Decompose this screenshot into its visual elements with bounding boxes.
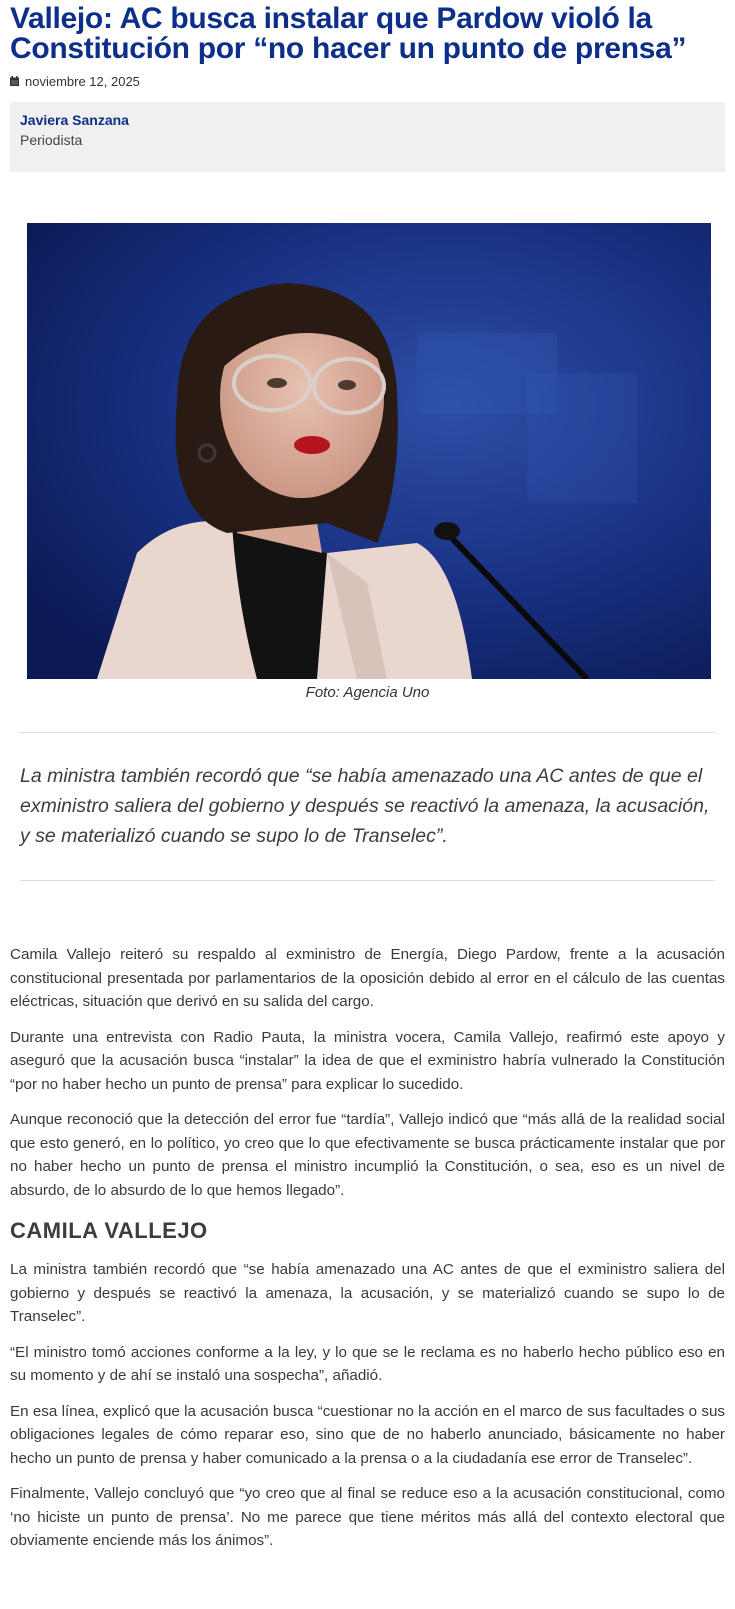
calendar-icon <box>10 76 19 86</box>
author-box <box>10 102 725 172</box>
photo-illustration <box>27 223 711 679</box>
article-title: Vallejo: AC busca instalar que Pardow violó la Constitución por “no hacer un punto de prensa” <box>10 2 687 65</box>
paragraph: En esa línea, explicó que la acusación busca “cuestionar no la acción en el marco de sus facultades o sus obligaciones legales de cómo reparar eso, sino que de no haberlo anunciado, básicamente no haber hecho un punto de prensa y haber comunicado a la prensa o a la ciudadanía ese error de Transelec”. <box>10 1402 725 1467</box>
author-role: Periodista <box>20 132 83 148</box>
pull-quote-text: La ministra también recordó que “se había amenazado una AC antes de que el exministro saliera del gobierno y después se reactivó la amenaza, la acusación, y se materializó cuando se supo lo de Transelec”. <box>20 765 710 847</box>
article-body <box>10 943 725 1553</box>
article-photo <box>27 223 711 679</box>
pull-quote <box>20 732 715 881</box>
paragraph: Durante una entrevista con Radio Pauta, la ministra vocera, Camila Vallejo, reafirmó este apoyo y aseguró que la acusación busca “instalar” la idea de que el exministro habría vulnerado la Constitución “por no haber hecho un punto de prensa” para explicar lo sucedido. <box>10 1028 725 1093</box>
publish-date: noviembre 12, 2025 <box>25 73 140 89</box>
date-row <box>10 73 725 89</box>
section-heading: CAMILA VALLEJO <box>10 1218 208 1243</box>
paragraph: “El ministro tomó acciones conforme a la ley, y lo que se le reclama es no haberlo hecho público eso en su momento y de ahí se instaló una sospecha”, añadió. <box>10 1343 725 1384</box>
paragraph: Camila Vallejo reiteró su respaldo al exministro de Energía, Diego Pardow, frente a la acusación constitucional presentada por parlamentarios de la oposición debido al error en el cálculo de las cuentas eléctricas, situación que derivó en su salida del cargo. <box>10 946 725 1010</box>
paragraph: La ministra también recordó que “se había amenazado una AC antes de que el exministro saliera del gobierno y después se reactivó la amenaza, la acusación, y se materializó cuando se supo lo de Transelec”. <box>10 1261 725 1325</box>
paragraph: Aunque reconoció que la detección del error fue “tardía”, Vallejo indicó que “más allá de la realidad social que esto generó, en lo político, yo creo que lo que efectivamente se busca prácticamente instalar que por no haber hecho un punto de prensa el ministro incumplió la Constitución, o sea, eso es un nivel de absurdo, de lo absurdo de lo que hemos llegado”. <box>10 1111 725 1199</box>
photo-caption: Foto: Agencia Uno <box>305 684 430 701</box>
paragraph: Finalmente, Vallejo concluyó que “yo creo que al final se reduce eso a la acusación constitucional, como ‘no hiciste un punto de prensa’. No me parece que tiene méritos más allá del contexto electoral que obviamente enciende más los ánimos”. <box>10 1485 725 1549</box>
photo-wrapper <box>10 223 725 701</box>
author-name[interactable]: Javiera Sanzana <box>20 112 129 128</box>
